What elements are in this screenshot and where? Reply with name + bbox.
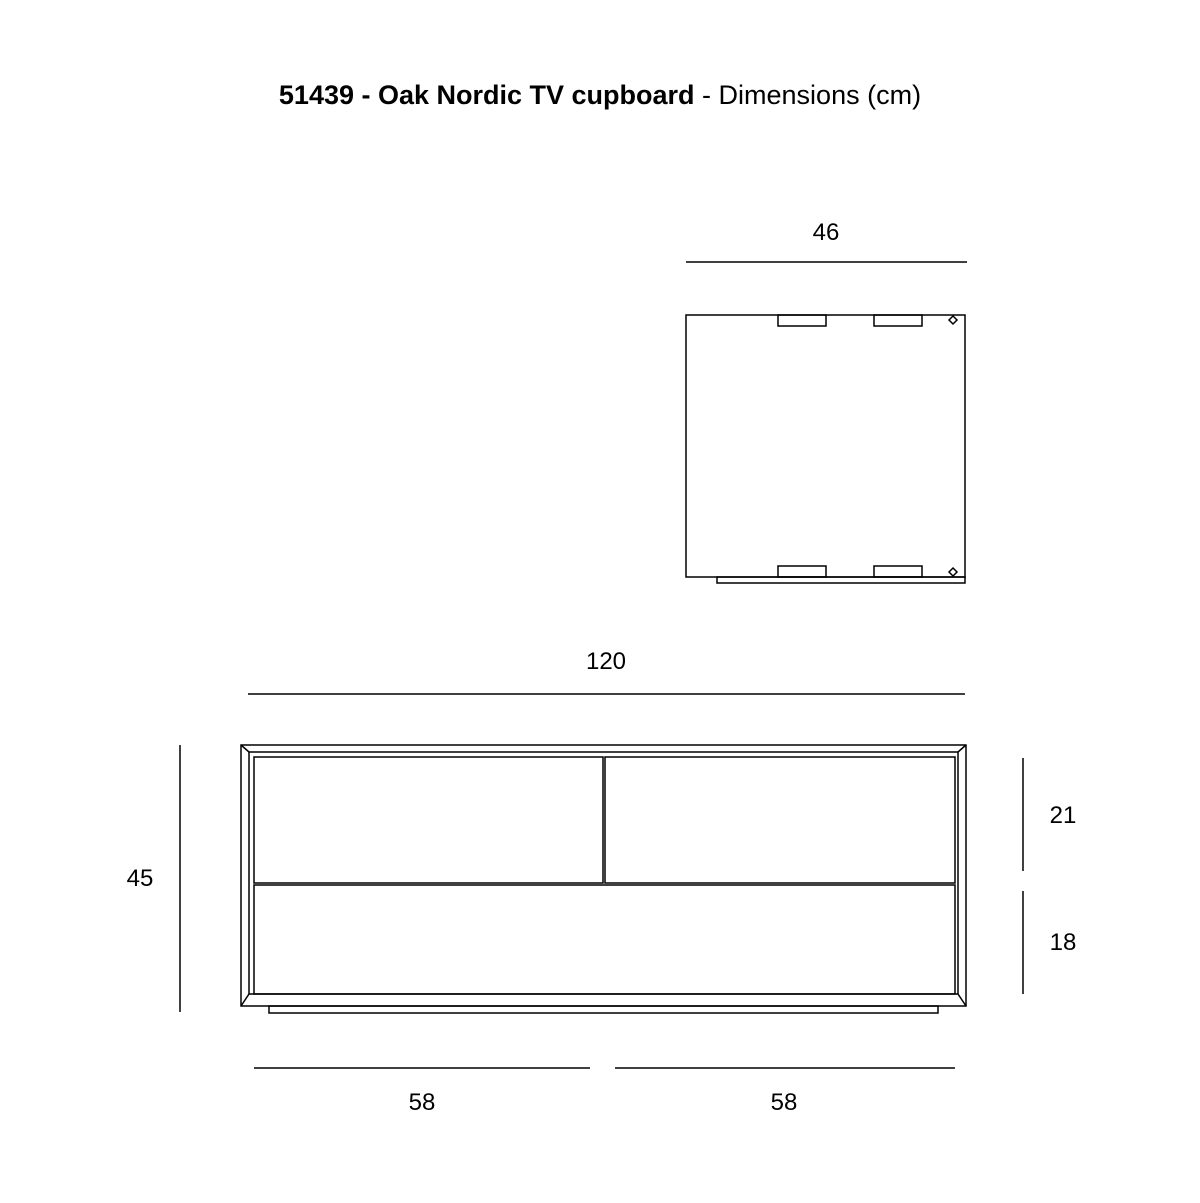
top-view-bolt bbox=[949, 568, 957, 576]
title-product: 51439 - Oak Nordic TV cupboard bbox=[278, 80, 695, 110]
width-label: 120 bbox=[585, 648, 627, 675]
top-view bbox=[686, 262, 967, 583]
front-view bbox=[180, 694, 1023, 1068]
top-view-outline bbox=[686, 315, 965, 577]
lower-drawer-height-label: 18 bbox=[1049, 929, 1077, 956]
frame-miter bbox=[958, 745, 966, 752]
top-view-foot bbox=[717, 577, 965, 583]
upper-drawer-height-label: 21 bbox=[1049, 802, 1077, 829]
title-suffix: - Dimensions (cm) bbox=[694, 80, 922, 110]
frame-miter bbox=[958, 994, 966, 1006]
right-drawer-width-label: 58 bbox=[770, 1089, 798, 1116]
drawer-top-left bbox=[254, 757, 603, 883]
left-drawer-width-label: 58 bbox=[408, 1089, 436, 1116]
depth-label: 46 bbox=[812, 219, 840, 246]
drawer-bottom bbox=[254, 885, 955, 994]
cabinet-base bbox=[269, 1006, 938, 1013]
top-view-handle bbox=[778, 315, 826, 326]
frame-miter bbox=[241, 994, 249, 1006]
frame-miter bbox=[241, 745, 249, 752]
height-label: 45 bbox=[126, 865, 154, 892]
top-view-handle bbox=[778, 566, 826, 577]
top-view-handle bbox=[874, 566, 922, 577]
top-view-bolt bbox=[949, 316, 957, 324]
drawer-top-right bbox=[605, 757, 955, 883]
top-view-handle bbox=[874, 315, 922, 326]
